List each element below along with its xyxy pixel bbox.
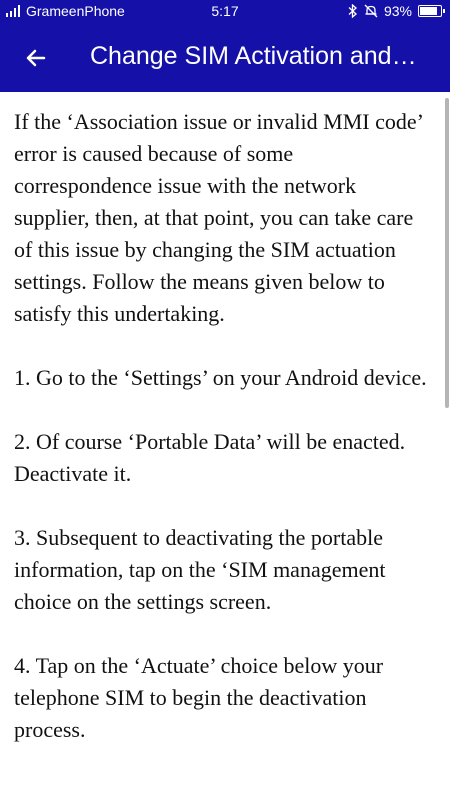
scrollbar[interactable] [445, 98, 449, 408]
carrier-name: GrameenPhone [26, 3, 125, 19]
battery-fill [420, 7, 437, 15]
article-step: 2. Of course ‘Portable Data’ will be enacted. Deactivate it. [14, 429, 406, 486]
article-step: 4. Tap on the ‘Actuate’ choice below your telephone SIM to begin the deactivation process. [14, 653, 384, 742]
mute-bell-icon [364, 4, 378, 18]
battery-icon [418, 5, 442, 17]
bluetooth-icon [348, 4, 358, 18]
battery-percent: 93% [383, 3, 412, 19]
article-step: 1. Go to the ‘Settings’ on your Android device. [14, 365, 427, 390]
arrow-left-icon [24, 46, 48, 70]
status-bar [0, 0, 450, 24]
back-button[interactable] [16, 38, 56, 78]
article-step: 3. Subsequent to deactivating the portable information, tap on the ‘SIM management choice on the settings screen. [14, 525, 386, 614]
article-paragraph: If the ‘Association issue or invalid MMI code’ error is caused because of some correspondence issue with the network supplier, then, at that point, you can take care of this issue by changing the SIM actuation settings. Follow the means given below to satisfy this undertaking. [14, 109, 423, 326]
status-time: 5:17 [211, 3, 239, 19]
page-title: Change SIM Activation and… [90, 42, 417, 70]
article-body [0, 92, 450, 746]
app-bar [0, 24, 450, 92]
article-scroll-area[interactable] [0, 92, 450, 800]
status-right [348, 3, 442, 19]
